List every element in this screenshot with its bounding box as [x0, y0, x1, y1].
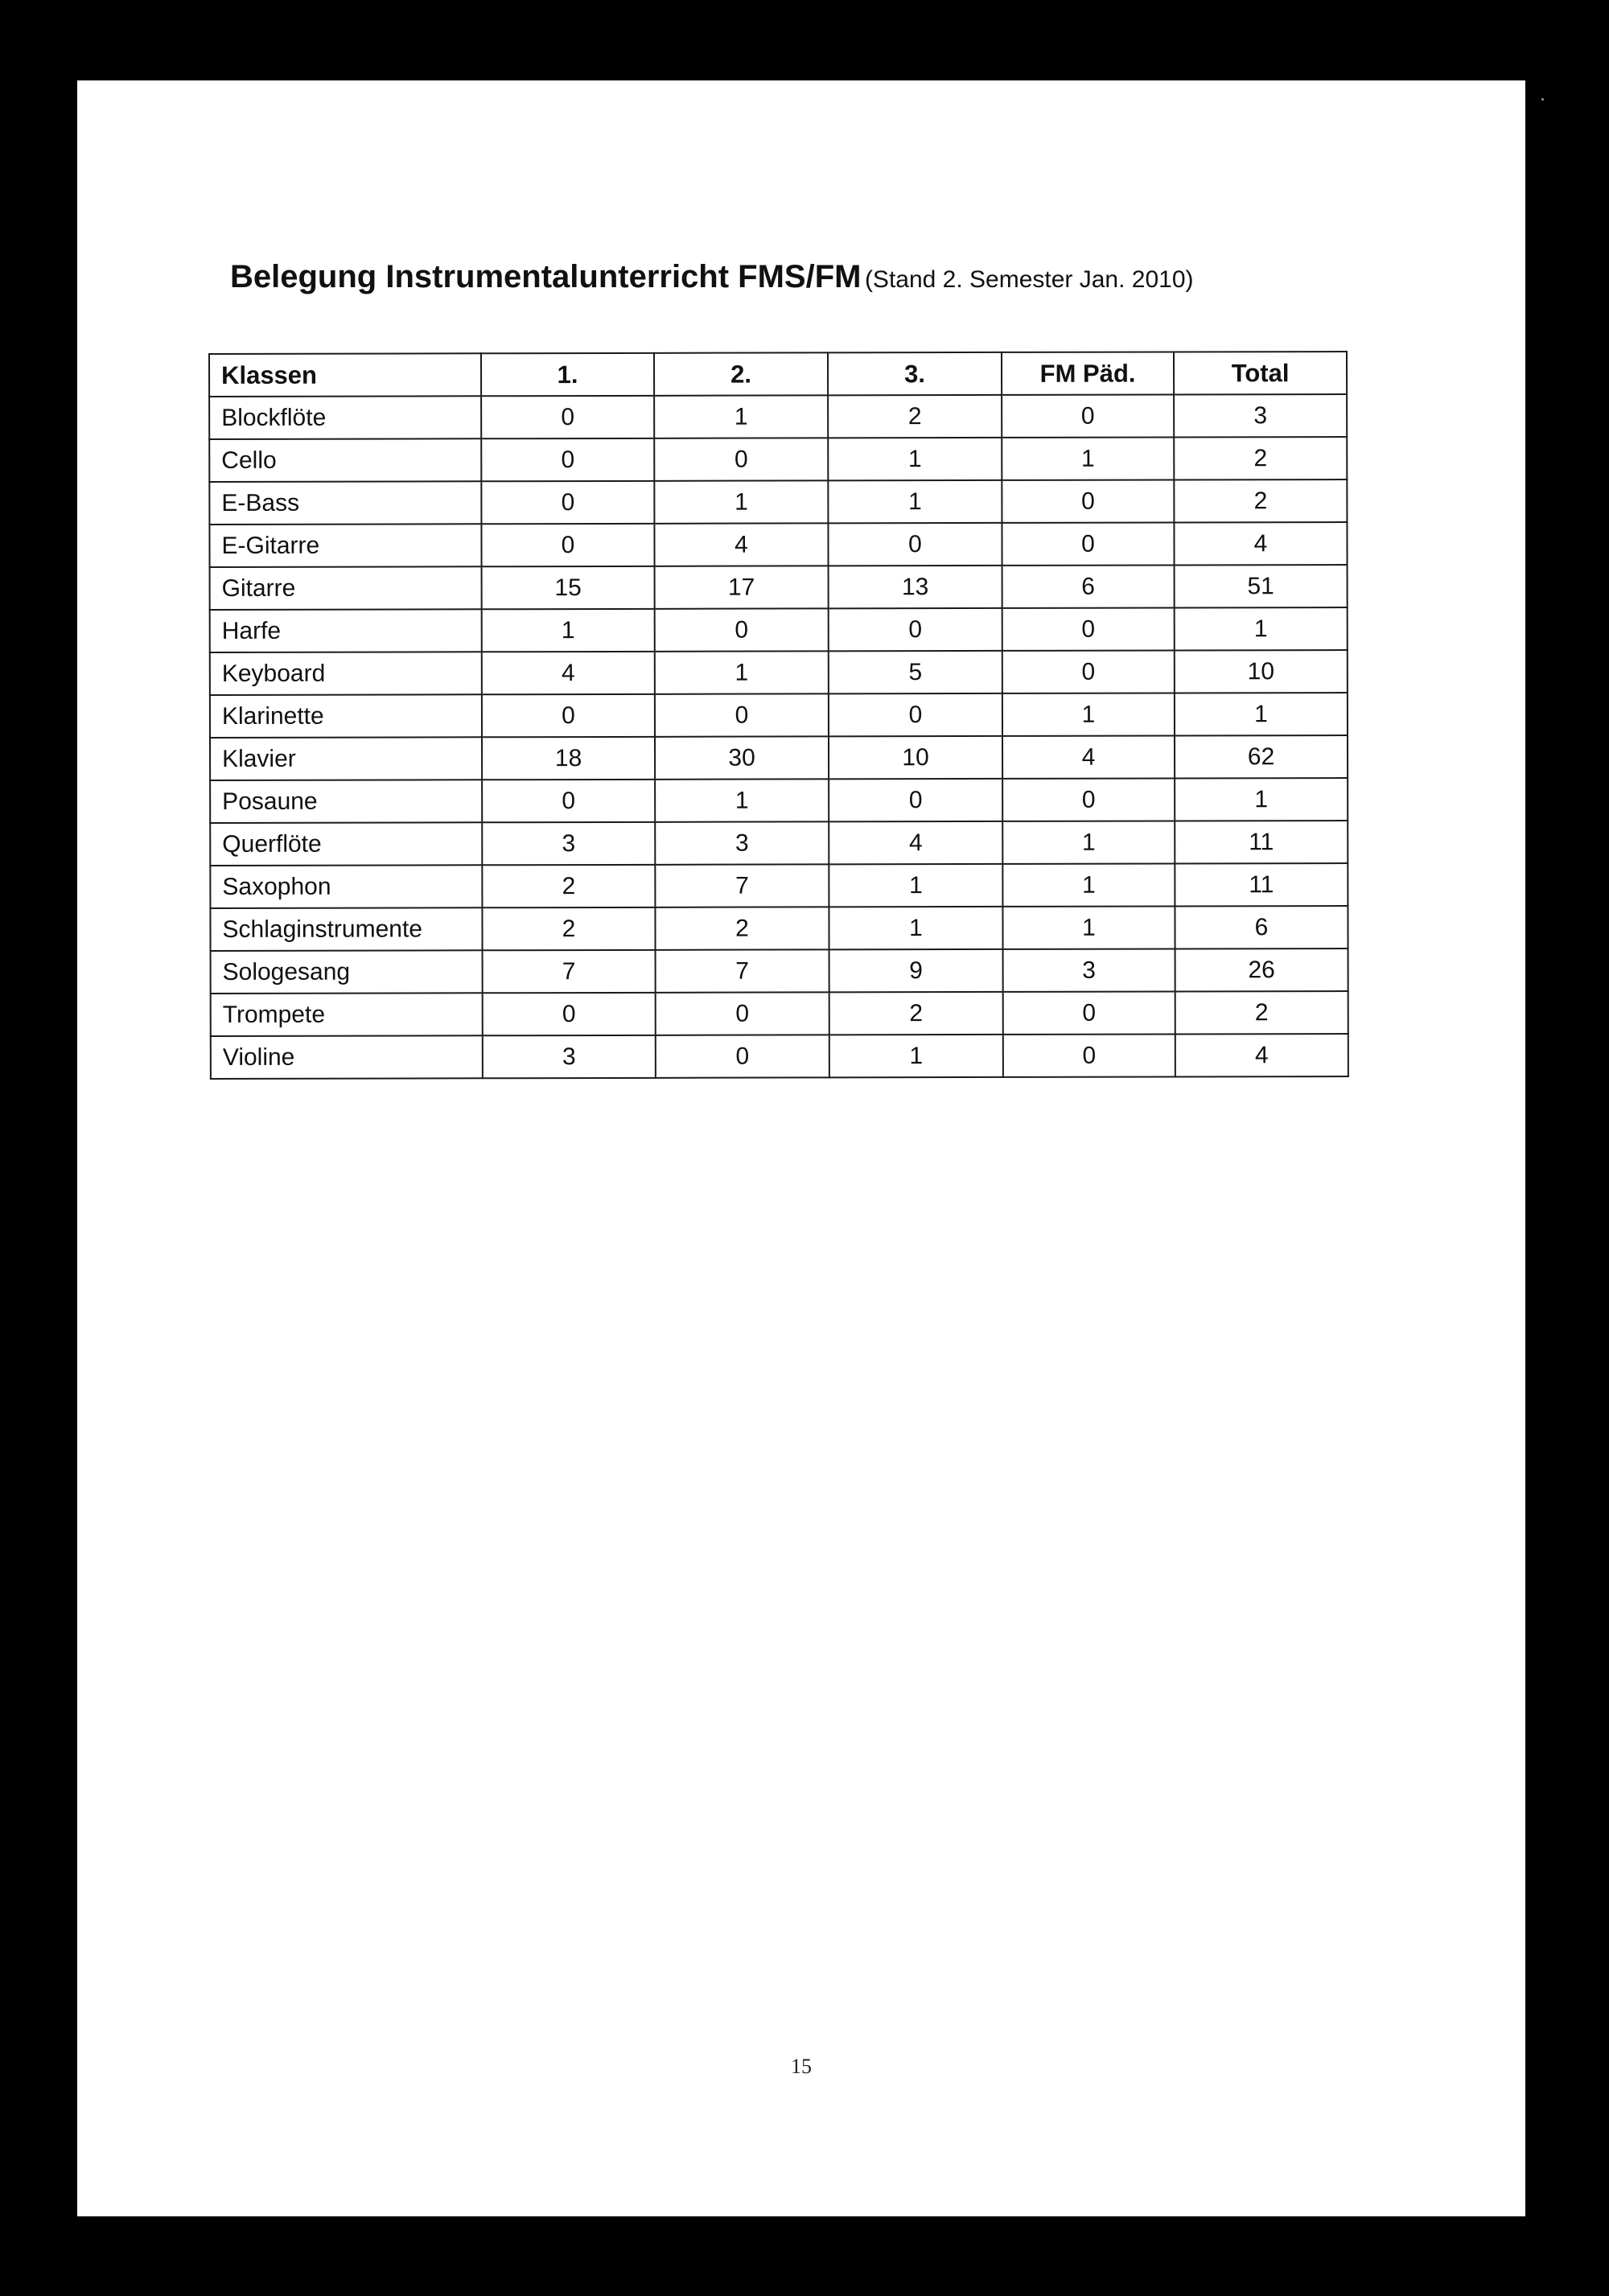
- cell-total: 2: [1174, 437, 1347, 479]
- cell-semester-1: 18: [482, 737, 655, 780]
- cell-semester-1: 3: [482, 822, 655, 865]
- header-total: Total: [1174, 352, 1347, 394]
- cell-total: 51: [1175, 565, 1348, 607]
- table-row: [211, 1034, 1348, 1079]
- cell-fm-paed: 0: [1002, 778, 1175, 821]
- cell-fm-paed: 1: [1002, 821, 1175, 863]
- cell-semester-3: 1: [829, 907, 1002, 949]
- cell-instrument: Harfe: [210, 609, 482, 652]
- cell-semester-3: 4: [829, 821, 1002, 864]
- cell-semester-2: 0: [656, 1035, 829, 1077]
- cell-semester-1: 7: [483, 950, 656, 993]
- cell-instrument: Keyboard: [210, 652, 482, 695]
- cell-fm-paed: 0: [1003, 991, 1175, 1034]
- table-row: [210, 650, 1348, 695]
- cell-instrument: E-Bass: [209, 481, 481, 525]
- table-row: [210, 778, 1348, 823]
- cell-semester-3: 10: [829, 736, 1002, 779]
- cell-total: 1: [1175, 693, 1348, 735]
- cell-semester-2: 7: [655, 864, 829, 907]
- cell-total: 2: [1175, 991, 1348, 1034]
- page-number: 15: [791, 2055, 812, 2078]
- cell-semester-1: 2: [482, 865, 655, 907]
- cell-semester-2: 1: [655, 779, 829, 821]
- cell-total: 4: [1175, 1034, 1348, 1076]
- cell-total: 26: [1175, 948, 1348, 991]
- cell-semester-2: 7: [656, 949, 829, 992]
- cell-semester-1: 15: [482, 566, 655, 609]
- cell-fm-paed: 1: [1002, 906, 1175, 948]
- table-row: [210, 906, 1348, 951]
- cell-instrument: Schlaginstrumente: [210, 907, 482, 951]
- cell-total: 62: [1175, 735, 1348, 778]
- cell-fm-paed: 4: [1002, 735, 1175, 778]
- cell-semester-2: 3: [655, 821, 829, 864]
- cell-semester-1: 4: [482, 652, 655, 694]
- cell-instrument: Querflöte: [210, 822, 482, 866]
- cell-semester-3: 13: [829, 566, 1002, 608]
- cell-total: 6: [1175, 906, 1348, 948]
- cell-fm-paed: 0: [1002, 479, 1174, 522]
- cell-total: 1: [1175, 778, 1348, 821]
- cell-instrument: Trompete: [211, 993, 483, 1036]
- cell-semester-3: 1: [828, 480, 1002, 523]
- cell-instrument: Cello: [209, 438, 481, 482]
- cell-semester-1: 0: [483, 993, 656, 1035]
- cell-semester-3: 0: [828, 523, 1002, 566]
- table-header-row: [209, 352, 1347, 397]
- title-main: Belegung Instrumentalunterricht FMS/FM: [230, 259, 862, 294]
- cell-semester-3: 0: [829, 608, 1002, 651]
- cell-semester-1: 0: [481, 481, 654, 524]
- cell-fm-paed: 0: [1002, 607, 1175, 650]
- table-row: [209, 394, 1347, 439]
- cell-semester-2: 1: [654, 395, 828, 438]
- cell-total: 10: [1175, 650, 1348, 693]
- cell-semester-3: 9: [829, 949, 1003, 992]
- header-semester-2: 2.: [654, 352, 828, 395]
- cell-semester-1: 0: [482, 694, 655, 737]
- cell-fm-paed: 0: [1002, 522, 1174, 565]
- cell-semester-2: 0: [655, 693, 829, 736]
- table-row: [210, 607, 1348, 652]
- cell-fm-paed: 3: [1003, 948, 1175, 991]
- cell-semester-3: 2: [829, 992, 1003, 1035]
- cell-semester-1: 0: [481, 396, 654, 438]
- header-semester-3: 3.: [828, 352, 1002, 395]
- cell-semester-2: 1: [654, 480, 828, 523]
- cell-instrument: E-Gitarre: [209, 524, 481, 567]
- cell-semester-1: 0: [482, 780, 655, 822]
- cell-instrument: Blockflöte: [209, 396, 481, 439]
- table-row: [210, 565, 1348, 610]
- cell-total: 2: [1174, 479, 1347, 522]
- cell-semester-3: 0: [829, 693, 1002, 736]
- table-row: [210, 693, 1348, 738]
- cell-semester-3: 1: [829, 1035, 1003, 1077]
- cell-semester-3: 2: [828, 395, 1002, 438]
- cell-instrument: Saxophon: [210, 865, 482, 908]
- cell-semester-3: 0: [829, 779, 1002, 821]
- table-row: [211, 948, 1348, 994]
- instrument-enrollment-table: [208, 351, 1349, 1080]
- cell-total: 11: [1175, 863, 1348, 906]
- cell-instrument: Gitarre: [210, 566, 482, 610]
- cell-fm-paed: 0: [1002, 394, 1174, 437]
- page-title: [230, 259, 1194, 295]
- table-row: [210, 863, 1348, 908]
- cell-instrument: Klarinette: [210, 694, 482, 738]
- table-row: [209, 522, 1347, 567]
- cell-semester-2: 0: [656, 992, 829, 1035]
- cell-fm-paed: 0: [1003, 1034, 1175, 1076]
- cell-instrument: Posaune: [210, 780, 482, 823]
- cell-semester-2: 1: [655, 651, 829, 693]
- cell-semester-1: 1: [482, 609, 655, 652]
- cell-semester-3: 5: [829, 651, 1002, 693]
- cell-instrument: Violine: [211, 1035, 483, 1079]
- cell-semester-2: 30: [655, 736, 829, 779]
- header-fm-paed: FM Päd.: [1002, 352, 1174, 394]
- cell-semester-3: 1: [829, 864, 1002, 907]
- cell-semester-2: 17: [655, 566, 829, 608]
- cell-semester-3: 1: [828, 438, 1002, 480]
- cell-fm-paed: 1: [1002, 693, 1175, 735]
- cell-fm-paed: 1: [1002, 437, 1174, 479]
- cell-total: 1: [1175, 607, 1348, 650]
- table-row: [209, 437, 1347, 482]
- table-row: [210, 821, 1348, 866]
- cell-semester-1: 2: [482, 907, 655, 950]
- cell-instrument: Klavier: [210, 737, 482, 780]
- document-page: [77, 80, 1525, 2216]
- header-klassen: Klassen: [209, 353, 481, 397]
- title-note: (Stand 2. Semester Jan. 2010): [864, 266, 1194, 293]
- cell-semester-2: 0: [654, 438, 828, 480]
- table-row: [211, 991, 1348, 1036]
- cell-fm-paed: 6: [1002, 565, 1175, 607]
- table-row: [210, 735, 1348, 780]
- cell-semester-2: 4: [654, 523, 828, 566]
- cell-total: 3: [1174, 394, 1347, 437]
- table-body: [209, 394, 1348, 1079]
- cell-semester-2: 0: [655, 608, 829, 651]
- cell-semester-1: 0: [481, 438, 654, 481]
- header-semester-1: 1.: [481, 353, 654, 396]
- cell-semester-1: 3: [483, 1035, 656, 1078]
- cell-instrument: Sologesang: [211, 950, 483, 994]
- cell-fm-paed: 1: [1002, 863, 1175, 906]
- scan-speck: [1541, 98, 1544, 101]
- cell-semester-1: 0: [481, 524, 654, 566]
- cell-total: 11: [1175, 821, 1348, 863]
- cell-fm-paed: 0: [1002, 650, 1175, 693]
- cell-total: 4: [1174, 522, 1347, 565]
- cell-semester-2: 2: [655, 907, 829, 949]
- table-row: [209, 479, 1347, 525]
